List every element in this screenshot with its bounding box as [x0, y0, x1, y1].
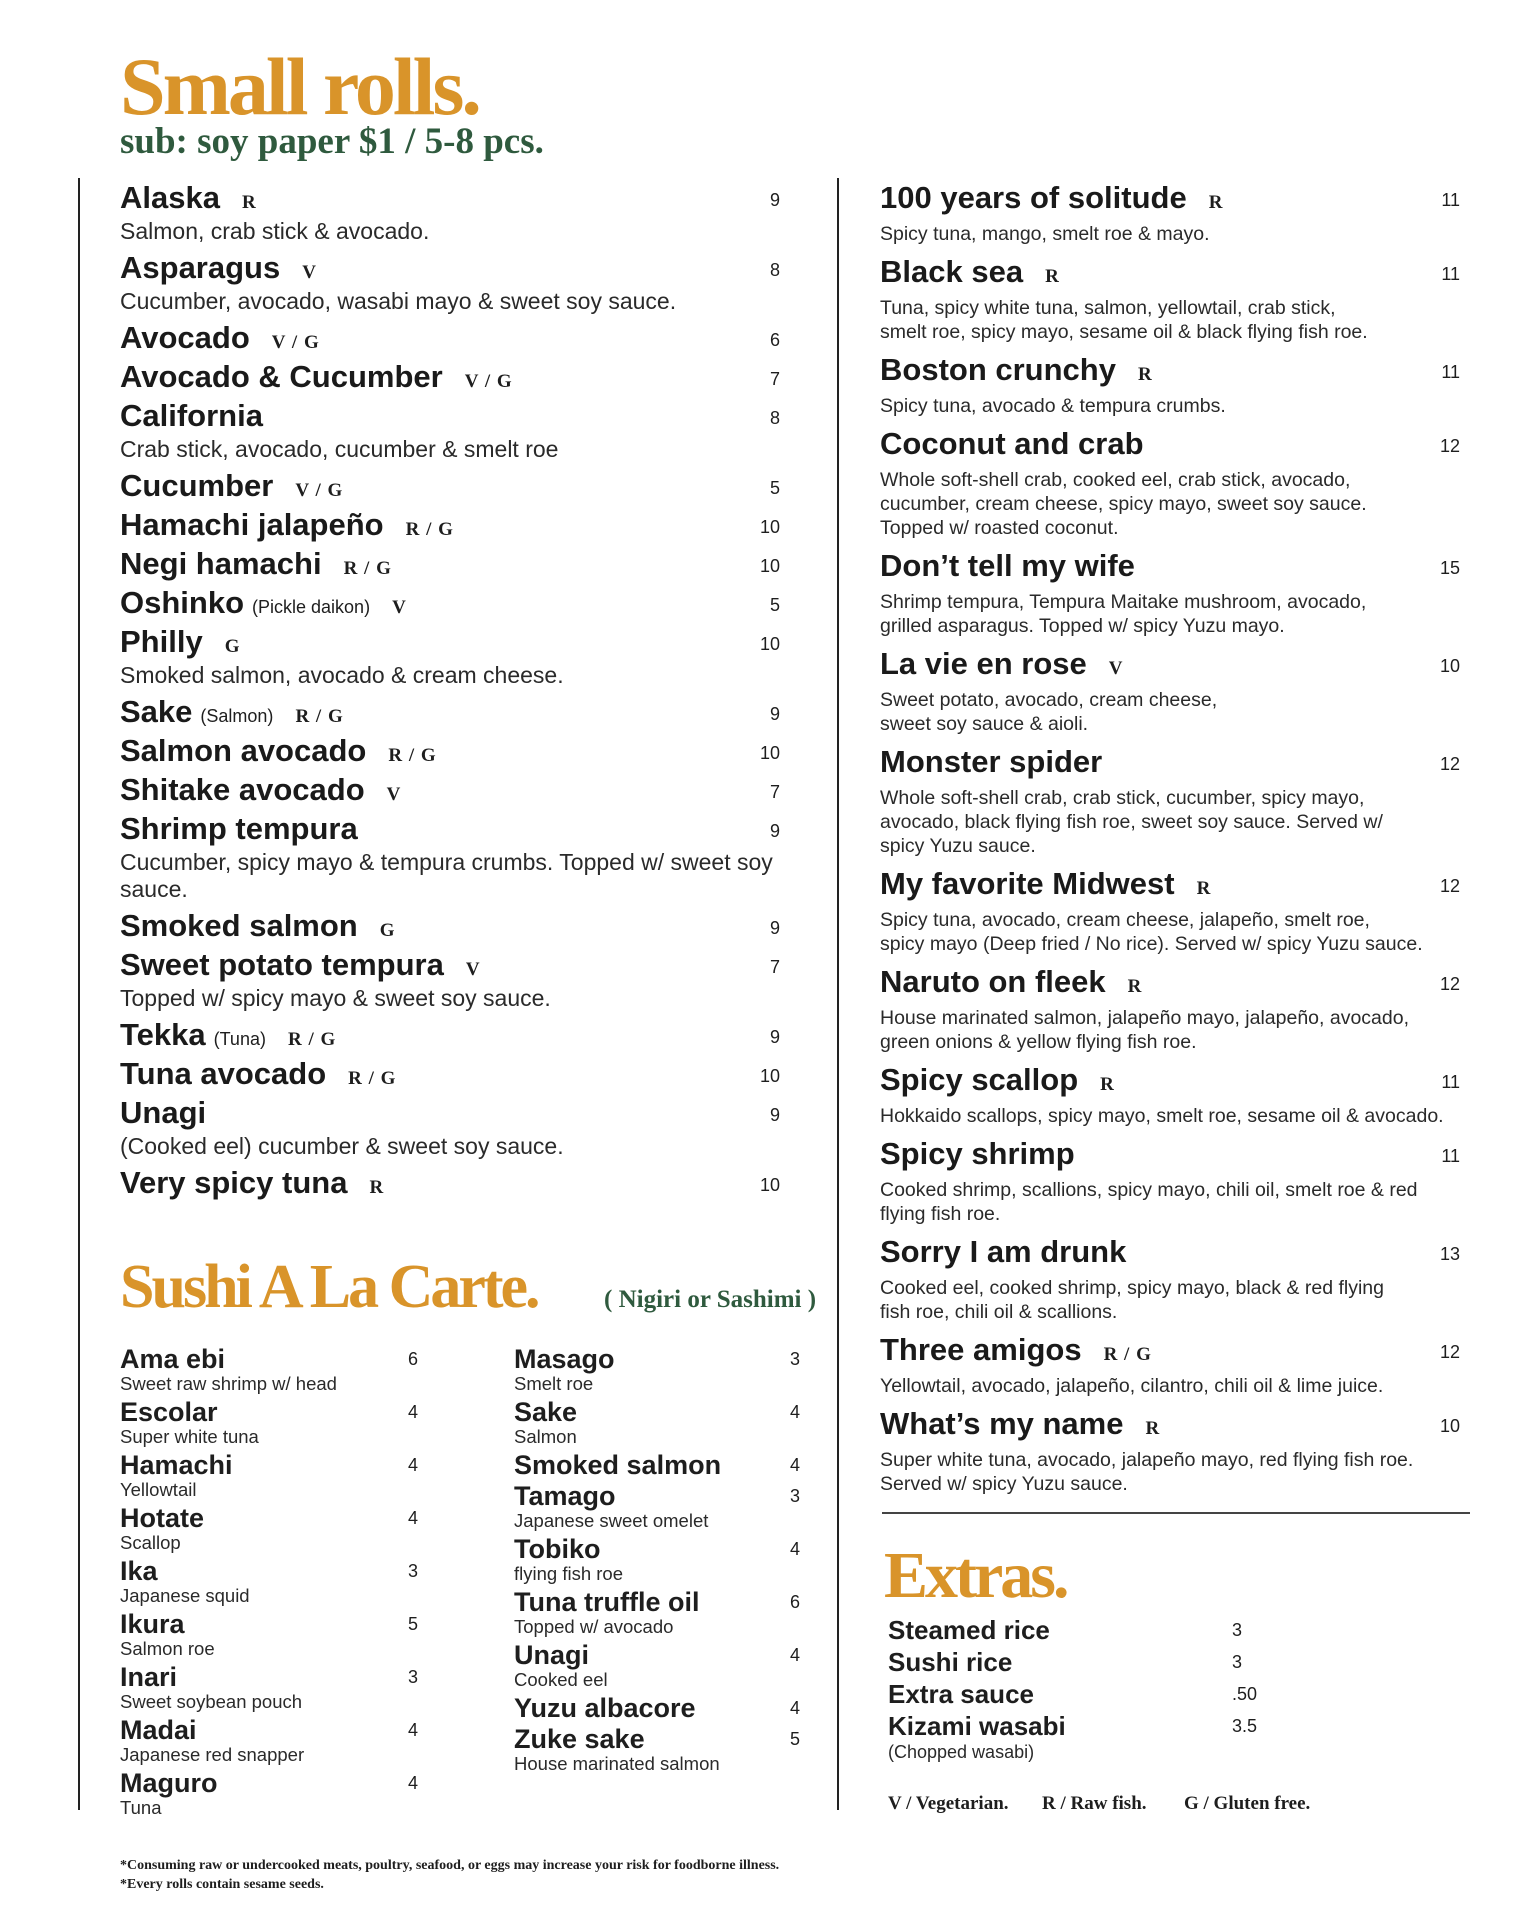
sushi-item-price: 3 [790, 1486, 801, 1506]
menu-item-price: 7 [769, 782, 780, 802]
sushi-item-name: Tamago [514, 1481, 616, 1511]
menu-item [880, 866, 1460, 956]
menu-item-description: Cooked shrimp, scallions, spicy mayo, chili oil, smelt roe & red flying fish roe. [880, 1179, 1418, 1225]
menu-item-note: (Tuna) [213, 1029, 266, 1049]
menu-item-description: Hokkaido scallops, spicy mayo, smelt roe, sesame oil & avocado. [880, 1105, 1444, 1127]
menu-item-price: 10 [759, 556, 780, 576]
menu-item-name: Three amigos [880, 1332, 1082, 1367]
extra-item-price: 3 [1232, 1620, 1243, 1640]
menu-item [120, 908, 780, 944]
sushi-item-name: Ama ebi [120, 1344, 226, 1374]
menu-item-name: Oshinko [120, 585, 245, 620]
sushi-item-description: Salmon roe [120, 1638, 215, 1659]
menu-item-description: Yellowtail, avocado, jalapeño, cilantro, chili oil & lime juice. [880, 1375, 1384, 1397]
menu-item-header [120, 250, 780, 286]
sushi-item-description: Yellowtail [120, 1479, 197, 1500]
sushi-item-name: Escolar [120, 1397, 218, 1427]
sushi-item-price: 5 [408, 1614, 419, 1634]
menu-item-price: 13 [1439, 1244, 1460, 1264]
menu-item-header [120, 320, 780, 356]
sushi-item-price: 3 [408, 1667, 419, 1687]
menu-item-name: Black sea [880, 254, 1024, 289]
menu-item-name: California [120, 398, 263, 433]
sushi-item-price: 3 [408, 1561, 419, 1581]
menu-item-tags: R [1127, 976, 1143, 997]
menu-item-price: 12 [1439, 876, 1460, 896]
menu-item [120, 694, 780, 730]
menu-item-header [120, 624, 780, 660]
menu-item-name: 100 years of solitude [880, 180, 1187, 215]
extra-item-price: 3.5 [1232, 1716, 1258, 1736]
menu-item-description: Cooked eel, cooked shrimp, spicy mayo, black & red flying fish roe, chili oil & scallions. [880, 1277, 1384, 1323]
extras-title: Extras. [884, 1539, 1067, 1612]
menu-item-header [120, 585, 780, 621]
menu-item [120, 772, 780, 808]
sushi-item-name: Ika [120, 1556, 158, 1586]
menu-item-description: Whole soft-shell crab, cooked eel, crab stick, avocado, cucumber, cream cheese, spicy mayo, sweet soy sauce. Topped w/ roasted coconut. [880, 469, 1367, 539]
legend-vegetarian: V / Vegetarian. [888, 1793, 1009, 1814]
menu-item [120, 1165, 780, 1201]
menu-item-name: Don’t tell my wife [880, 548, 1135, 583]
sushi-item [514, 1482, 844, 1532]
menu-item-price: 7 [769, 369, 780, 389]
sushi-item [120, 1504, 450, 1554]
sushi-item [514, 1345, 844, 1395]
sushi-item-name: Maguro [120, 1768, 218, 1798]
menu-item [120, 468, 780, 504]
legend-gluten-free: G / Gluten free. [1184, 1793, 1311, 1814]
extra-item-price: .50 [1232, 1684, 1258, 1704]
menu-item-name: Tekka [120, 1017, 206, 1052]
menu-item-tags: R / G [343, 558, 392, 579]
menu-item-tags: G [379, 920, 396, 941]
menu-item-price: 6 [769, 330, 780, 350]
menu-item [880, 1062, 1460, 1128]
menu-item-header [880, 1062, 1460, 1098]
menu-item-tags: R [1145, 1418, 1161, 1439]
menu-item-tags: R [369, 1177, 385, 1198]
menu-item [120, 624, 780, 689]
sushi-item-name: Zuke sake [514, 1724, 645, 1754]
sushi-item [514, 1694, 844, 1722]
menu-item-header [120, 908, 780, 944]
menu-item [120, 811, 780, 903]
sushi-item-price: 3 [790, 1349, 801, 1369]
menu-item-description: Super white tuna, avocado, jalapeño mayo, red flying fish roe. Served w/ spicy Yuzu sauce. [880, 1449, 1414, 1495]
menu-item [880, 426, 1460, 540]
menu-item-tags: R / G [405, 519, 454, 540]
menu-item-tags: R / G [348, 1068, 397, 1089]
menu-item-name: Spicy scallop [880, 1062, 1079, 1097]
menu-item-price: 9 [769, 1105, 780, 1125]
menu-item [120, 1056, 780, 1092]
menu-item-header [880, 1234, 1460, 1270]
menu-item [880, 548, 1460, 638]
menu-item-description: Smoked salmon, avocado & cream cheese. [120, 662, 564, 688]
menu-item [120, 250, 780, 315]
sushi-item [120, 1451, 450, 1501]
sushi-item-description: Japanese squid [120, 1585, 250, 1606]
menu-item-name: What’s my name [880, 1406, 1124, 1441]
menu-item [120, 507, 780, 543]
sushi-item-price: 6 [408, 1349, 419, 1369]
sushi-item-name: Hamachi [120, 1450, 233, 1480]
menu-item-header [880, 1332, 1460, 1368]
sushi-item-name: Unagi [514, 1640, 590, 1670]
sushi-right-column [514, 1345, 844, 1778]
menu-item-price: 9 [769, 1027, 780, 1047]
sushi-item-price: 4 [408, 1455, 419, 1475]
specialty-rolls-list [880, 180, 1460, 1504]
menu-item-name: Naruto on fleek [880, 964, 1106, 999]
menu-item-name: Asparagus [120, 250, 281, 285]
menu-item-price: 12 [1439, 436, 1460, 456]
menu-item-header [880, 548, 1460, 584]
sushi-item-price: 4 [408, 1402, 419, 1422]
menu-item-name: Monster spider [880, 744, 1103, 779]
sushi-a-la-carte-title: Sushi A La Carte. [120, 1253, 538, 1321]
menu-item-header [120, 772, 780, 808]
sushi-item-description: Japanese sweet omelet [514, 1510, 709, 1531]
menu-item-tags: V [302, 262, 317, 283]
menu-item [120, 180, 780, 245]
menu-item-description: (Cooked eel) cucumber & sweet soy sauce. [120, 1133, 564, 1159]
menu-item-name: Sorry I am drunk [880, 1234, 1127, 1269]
menu-item-description: Cucumber, spicy mayo & tempura crumbs. Topped w/ sweet soy sauce. [120, 849, 773, 902]
sushi-item [514, 1725, 844, 1775]
menu-item-name: Shrimp tempura [120, 811, 358, 846]
menu-item-name: Tuna avocado [120, 1056, 327, 1091]
menu-item-name: Hamachi jalapeño [120, 507, 384, 542]
menu-item-price: 9 [769, 190, 780, 210]
sushi-item-price: 4 [790, 1645, 801, 1665]
menu-item-header [880, 1136, 1460, 1172]
menu-item-tags: V [465, 959, 481, 980]
sushi-item-description: Japanese red snapper [120, 1744, 305, 1765]
menu-item-name: Unagi [120, 1095, 207, 1130]
menu-item-price: 12 [1439, 974, 1460, 994]
sushi-item-description: Smelt roe [514, 1373, 594, 1394]
sushi-item [514, 1535, 844, 1585]
menu-item-tags: R [1208, 192, 1224, 213]
menu-item-name: Salmon avocado [120, 733, 367, 768]
sushi-item [120, 1769, 450, 1819]
menu-item-header [880, 646, 1460, 682]
menu-item-price: 15 [1439, 558, 1460, 578]
menu-item-header [880, 426, 1460, 462]
sushi-item-price: 4 [408, 1720, 419, 1740]
menu-item [880, 1234, 1460, 1324]
extra-item [888, 1614, 1268, 1646]
menu-item-tags: R [1196, 878, 1212, 899]
menu-item-price: 10 [759, 634, 780, 654]
small-rolls-title: Small rolls. [120, 41, 479, 132]
menu-item-description: House marinated salmon, jalapeño mayo, jalapeño, avocado, green onions & yellow flying fish roe. [880, 1007, 1409, 1053]
sushi-item [120, 1557, 450, 1607]
menu-item-name: Spicy shrimp [880, 1136, 1075, 1171]
menu-item-price: 7 [769, 957, 780, 977]
menu-item-header [880, 180, 1460, 216]
menu-item-tags: R / G [287, 1029, 337, 1050]
sushi-item-description: Sweet soybean pouch [120, 1691, 303, 1712]
sushi-item-name: Madai [120, 1715, 197, 1745]
menu-item-price: 10 [759, 743, 780, 763]
menu-item-header [120, 359, 780, 395]
menu-item [120, 546, 780, 582]
sushi-item [514, 1588, 844, 1638]
menu-item-tags: V / G [271, 332, 320, 353]
sushi-item-name: Tuna truffle oil [514, 1587, 700, 1617]
menu-item-price: 10 [1439, 1416, 1460, 1436]
menu-item [880, 1136, 1460, 1226]
sushi-item-price: 4 [790, 1698, 801, 1718]
sushi-item-price: 4 [408, 1508, 419, 1528]
menu-item-tags: V [1108, 658, 1124, 679]
sushi-item-price: 4 [790, 1539, 801, 1559]
menu-item [120, 1095, 780, 1160]
menu-item-tags: R / G [388, 745, 437, 766]
menu-item-price: 11 [1441, 1146, 1460, 1166]
legend-raw-fish: R / Raw fish. [1042, 1793, 1147, 1814]
menu-item [880, 254, 1460, 344]
menu-item-price: 9 [769, 704, 780, 724]
menu-item-name: Very spicy tuna [120, 1165, 348, 1200]
sushi-item [120, 1345, 450, 1395]
menu-item-name: La vie en rose [880, 646, 1087, 681]
extra-item [888, 1678, 1268, 1710]
menu-item-header [120, 1095, 780, 1131]
menu-item [880, 1406, 1460, 1496]
menu-item-tags: V [392, 597, 407, 618]
menu-item-tags: R [1137, 364, 1153, 385]
sushi-left-column [120, 1345, 450, 1822]
sushi-item-description: Sweet raw shrimp w/ head [120, 1373, 337, 1394]
extra-item [888, 1646, 1268, 1678]
menu-item-tags: R [1100, 1074, 1115, 1095]
menu-item-description: Spicy tuna, avocado, cream cheese, jalapeño, smelt roe, spicy mayo (Deep fried / No rice). Served w/ spicy Yuzu sauce. [880, 909, 1423, 955]
sushi-item [120, 1663, 450, 1713]
sushi-item-description: Tuna [120, 1797, 162, 1818]
menu-item-description: Spicy tuna, avocado & tempura crumbs. [880, 395, 1226, 417]
sushi-item [514, 1398, 844, 1448]
extra-item-name: Extra sauce [888, 1679, 1034, 1709]
extra-item-name: Sushi rice [888, 1647, 1013, 1677]
menu-item-price: 8 [769, 260, 780, 280]
sushi-item-name: Smoked salmon [514, 1450, 722, 1480]
menu-item [120, 398, 780, 463]
menu-item-tags: G [224, 636, 241, 657]
menu-item-tags: R / G [1103, 1344, 1152, 1365]
sushi-item-description: House marinated salmon [514, 1753, 720, 1774]
menu-item-name: Avocado & Cucumber [120, 359, 443, 394]
menu-item-description: Tuna, spicy white tuna, salmon, yellowtail, crab stick, smelt roe, spicy mayo, sesame oil & black flying fish roe. [880, 297, 1368, 343]
menu-item-name: Boston crunchy [880, 352, 1116, 387]
menu-item-header [120, 947, 780, 983]
menu-item [120, 320, 780, 356]
sushi-item [120, 1716, 450, 1766]
footnote-raw-warning: *Consuming raw or undercooked meats, poultry, seafood, or eggs may increase your risk for foodborne illness. [120, 1858, 780, 1873]
menu-item-tags: V / G [295, 480, 344, 501]
menu-item-name: My favorite Midwest [880, 866, 1175, 901]
menu-item-header [120, 398, 780, 434]
small-rolls-subtitle: sub: soy paper $1 / 5-8 pcs. [120, 121, 544, 162]
sushi-item-name: Hotate [120, 1503, 205, 1533]
menu-item-price: 12 [1439, 754, 1460, 774]
menu-item-header [120, 694, 780, 730]
menu-item-name: Coconut and crab [880, 426, 1144, 461]
menu-item-name: Cucumber [120, 468, 274, 503]
menu-item-header [880, 254, 1460, 290]
sushi-item-name: Tobiko [514, 1534, 601, 1564]
menu-item-price: 11 [1441, 190, 1460, 210]
sushi-item-name: Masago [514, 1344, 615, 1374]
sushi-item-description: Cooked eel [514, 1669, 608, 1690]
sushi-item-price: 6 [790, 1592, 801, 1612]
menu-item-tags: R [1045, 266, 1060, 287]
menu-item-name: Smoked salmon [120, 908, 358, 943]
menu-item-price: 10 [759, 517, 780, 537]
menu-item-price: 11 [1441, 1072, 1460, 1092]
menu-item-header [120, 180, 780, 216]
menu-item-header [880, 866, 1460, 902]
menu-item-header [120, 733, 780, 769]
sushi-item-description: flying fish roe [514, 1563, 623, 1584]
menu-item-description: Topped w/ spicy mayo & sweet soy sauce. [120, 985, 551, 1011]
menu-item [120, 1017, 780, 1053]
sushi-item-price: 4 [790, 1402, 801, 1422]
menu-item-header [880, 964, 1460, 1000]
menu-item-description: Whole soft-shell crab, crab stick, cucumber, spicy mayo, avocado, black flying fish roe, sweet soy sauce. Served w/ spicy Yuzu sauce. [880, 787, 1383, 857]
menu-item-header [120, 1165, 780, 1201]
menu-item-price: 11 [1441, 264, 1460, 284]
menu-item [120, 359, 780, 395]
sushi-a-la-carte-subtitle: ( Nigiri or Sashimi ) [604, 1286, 817, 1313]
sushi-item [514, 1451, 844, 1479]
extra-item-name: Kizami wasabi [888, 1711, 1066, 1741]
menu-item-description: Sweet potato, avocado, cream cheese, sweet soy sauce & aioli. [880, 689, 1218, 735]
menu-item [120, 947, 780, 1012]
menu-item-price: 9 [769, 918, 780, 938]
sushi-item-name: Ikura [120, 1609, 185, 1639]
footnote-sesame: *Every rolls contain sesame seeds. [120, 1877, 324, 1892]
extra-item-price: 3 [1232, 1652, 1243, 1672]
menu-item-header [120, 507, 780, 543]
menu-item-header [120, 468, 780, 504]
menu-item-description: Spicy tuna, mango, smelt roe & mayo. [880, 223, 1210, 245]
sushi-item-description: Topped w/ avocado [514, 1616, 674, 1637]
menu-item-header [120, 811, 780, 847]
menu-item-header [880, 744, 1460, 780]
sushi-item-name: Sake [514, 1397, 578, 1427]
sushi-item-price: 4 [408, 1773, 419, 1793]
sushi-item [120, 1398, 450, 1448]
sushi-item-description: Scallop [120, 1532, 181, 1553]
menu-item-tags: V [386, 784, 402, 805]
menu-item-price: 10 [1439, 656, 1460, 676]
extras-divider [882, 1512, 1470, 1514]
menu-item-header [120, 546, 780, 582]
sushi-item-price: 5 [790, 1729, 801, 1749]
left-column-rule [78, 178, 80, 1810]
menu-item [880, 180, 1460, 246]
menu-item-price: 11 [1441, 362, 1460, 382]
menu-item-header [880, 352, 1460, 388]
sushi-item-description: Super white tuna [120, 1426, 259, 1447]
menu-item-price: 10 [759, 1066, 780, 1086]
menu-item-tags: R [241, 192, 257, 213]
sushi-item [120, 1610, 450, 1660]
menu-item-description: Shrimp tempura, Tempura Maitake mushroom, avocado, grilled asparagus. Topped w/ spicy Yuzu mayo. [880, 591, 1367, 637]
menu-item [120, 585, 780, 621]
menu-item [880, 352, 1460, 418]
menu-item [880, 744, 1460, 858]
extras-list [888, 1614, 1268, 1762]
menu-item-price: 5 [769, 478, 780, 498]
menu-item [120, 733, 780, 769]
menu-item-name: Philly [120, 624, 203, 659]
menu-item [880, 646, 1460, 736]
menu-item-name: Shitake avocado [120, 772, 365, 807]
extra-item-name: Steamed rice [888, 1615, 1050, 1645]
menu-item-price: 9 [769, 821, 780, 841]
sushi-item-price: 4 [790, 1455, 801, 1475]
menu-item-tags: R / G [295, 706, 344, 727]
extra-item-description: (Chopped wasabi) [888, 1742, 1035, 1762]
sushi-item-description: Salmon [514, 1426, 577, 1447]
menu-item-name: Negi hamachi [120, 546, 322, 581]
menu-item-description: Salmon, crab stick & avocado. [120, 218, 430, 244]
menu-item-name: Alaska [120, 180, 220, 215]
menu-item-name: Sweet potato tempura [120, 947, 444, 982]
menu-item-header [120, 1017, 780, 1053]
sushi-item [514, 1641, 844, 1691]
menu-item-header [880, 1406, 1460, 1442]
menu-item-name: Avocado [120, 320, 250, 355]
menu-item-header [120, 1056, 780, 1092]
menu-item-tags: V / G [464, 371, 513, 392]
sushi-item-name: Yuzu albacore [514, 1693, 696, 1723]
menu-item-description: Cucumber, avocado, wasabi mayo & sweet soy sauce. [120, 288, 677, 314]
menu-item [880, 1332, 1460, 1398]
sushi-item-name: Inari [120, 1662, 178, 1692]
menu-item-name: Sake [120, 694, 193, 729]
menu-item-price: 10 [759, 1175, 780, 1195]
menu-item-price: 8 [769, 408, 780, 428]
extra-item [888, 1710, 1268, 1762]
menu-item [880, 964, 1460, 1054]
menu-item-price: 12 [1439, 1342, 1460, 1362]
small-rolls-list [120, 180, 780, 1204]
menu-item-note: (Salmon) [200, 706, 274, 726]
menu-item-description: Crab stick, avocado, cucumber & smelt roe [120, 436, 559, 462]
menu-item-price: 5 [769, 595, 780, 615]
menu-item-note: (Pickle daikon) [252, 597, 371, 617]
